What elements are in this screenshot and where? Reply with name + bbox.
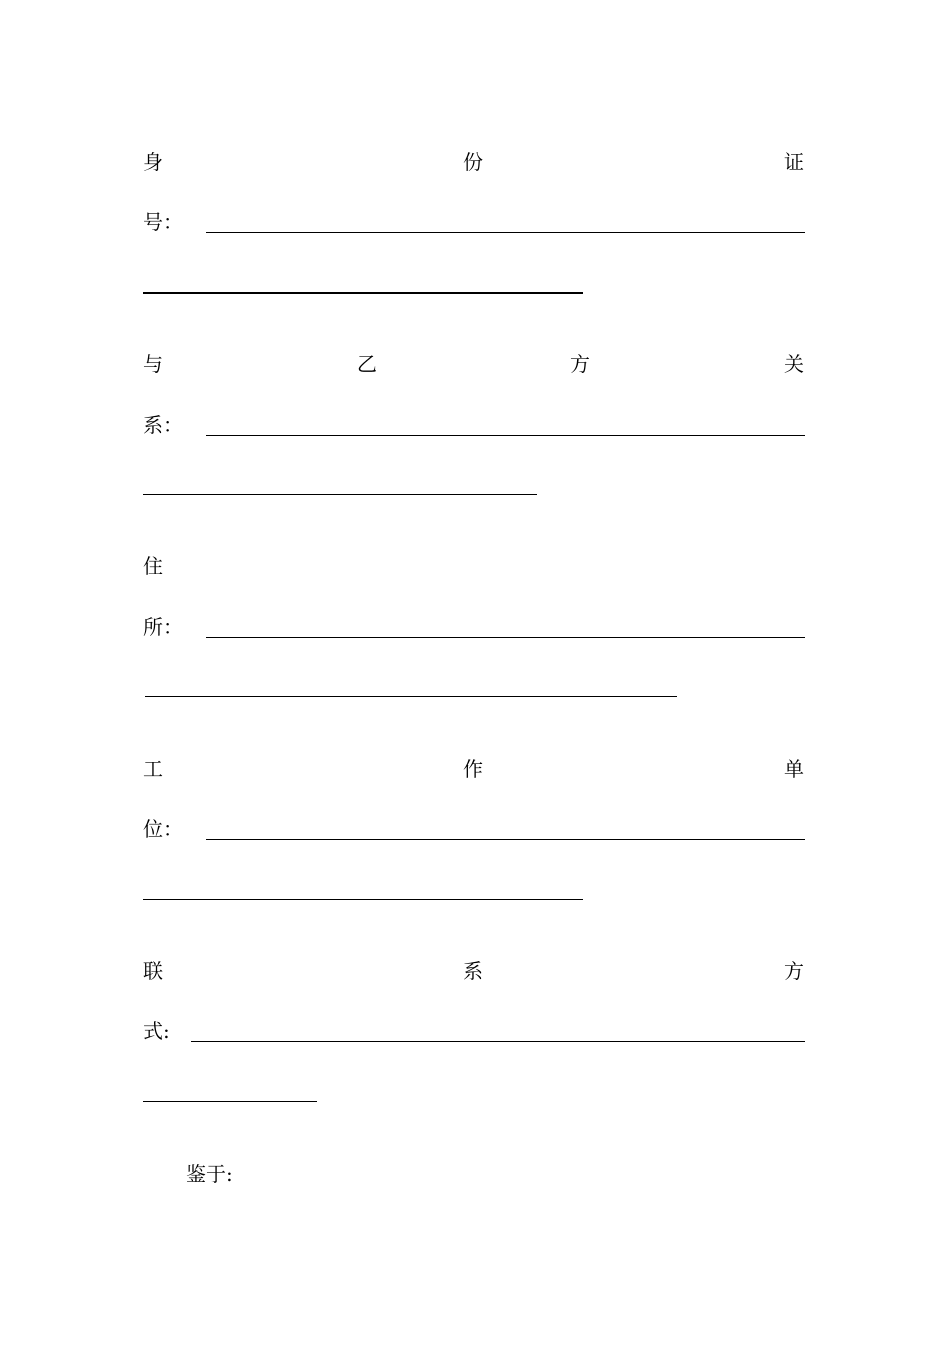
field-label-char: 关 — [784, 352, 804, 376]
fill-in-blank-line[interactable] — [206, 435, 805, 436]
field-label-char: 单 — [784, 757, 804, 781]
field-label-char: 作 — [463, 757, 483, 781]
fill-in-blank-line[interactable] — [206, 637, 805, 638]
field-label-tail: 系： — [143, 413, 183, 437]
fill-in-blank-line[interactable] — [143, 494, 537, 495]
fill-in-blank-line[interactable] — [143, 292, 583, 294]
fill-in-blank-line[interactable] — [143, 1101, 317, 1102]
fill-in-blank-line[interactable] — [206, 232, 805, 233]
field-label-char: 证 — [784, 150, 804, 174]
fill-in-blank-line[interactable] — [206, 839, 805, 840]
field-label-char: 方 — [570, 352, 590, 376]
field-label-char: 工 — [143, 757, 163, 781]
fill-in-blank-line[interactable] — [143, 899, 583, 900]
field-label-char: 身 — [143, 150, 163, 174]
field-label-tail: 式: — [143, 1019, 170, 1043]
fill-in-blank-line[interactable] — [191, 1041, 805, 1042]
field-label-char: 住 — [143, 554, 163, 578]
recital-heading: 鉴于: — [186, 1162, 233, 1186]
field-label-tail: 所： — [143, 615, 183, 639]
field-label-char: 与 — [143, 352, 163, 376]
field-label-tail: 号： — [143, 210, 183, 234]
field-label-char: 联 — [143, 959, 163, 983]
field-label-char: 方 — [784, 959, 804, 983]
fill-in-blank-line[interactable] — [145, 696, 677, 697]
field-label-char: 乙 — [357, 352, 377, 376]
field-label-char: 份 — [463, 150, 483, 174]
field-label-char: 系 — [463, 959, 483, 983]
field-label-tail: 位： — [143, 817, 183, 841]
